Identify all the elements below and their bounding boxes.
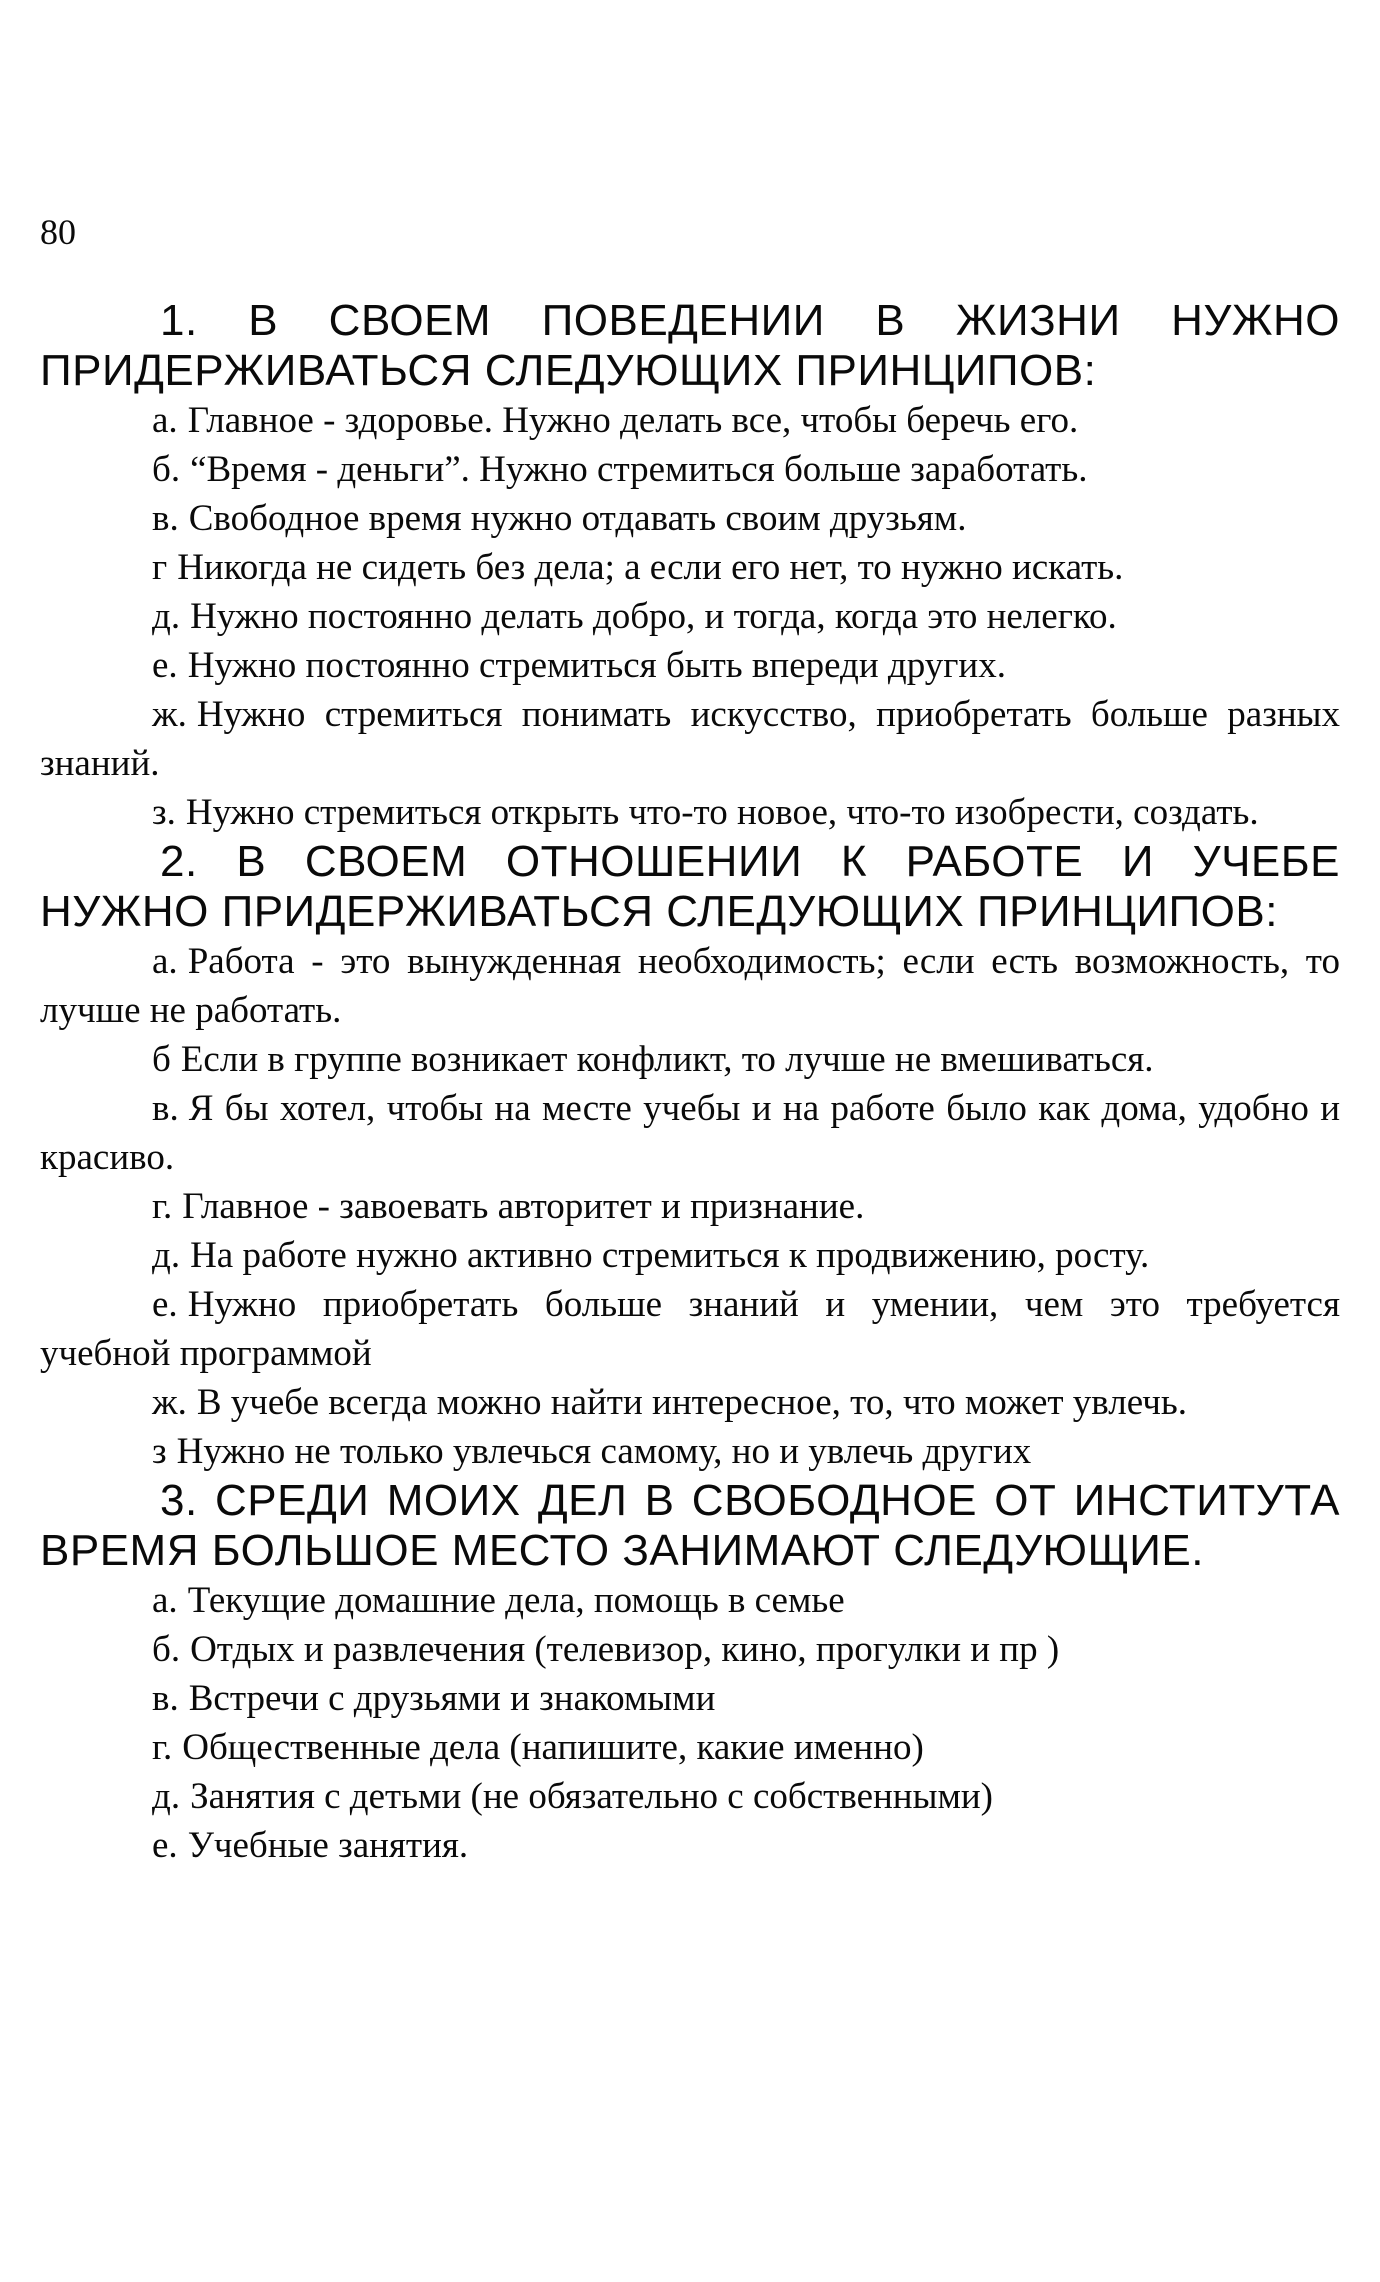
list-item: [40, 1427, 1340, 1476]
item-marker: д.: [152, 1235, 181, 1276]
item-text: Нужно стремиться понимать искусство, приобретать больше разных знаний.: [40, 694, 1340, 784]
list-item: [40, 1231, 1340, 1280]
item-marker: а.: [152, 1580, 178, 1621]
section: [40, 296, 1340, 837]
list-item: [40, 1576, 1340, 1625]
list-item: [40, 1280, 1340, 1378]
list-item: [40, 494, 1340, 543]
item-marker: з: [152, 1431, 167, 1472]
item-text: Занятия с детьми (не обязательно с собственными): [190, 1776, 993, 1817]
item-marker: е.: [152, 1284, 178, 1325]
list-item: [40, 1084, 1340, 1182]
item-text: Нужно постоянно стремиться быть впереди других.: [187, 645, 1006, 686]
item-marker: д.: [152, 596, 181, 637]
list-item: [40, 592, 1340, 641]
item-text: Нужно приобретать больше знаний и умении, чем это требуется учебной программой: [40, 1284, 1340, 1374]
item-text: На работе нужно активно стремиться к продвижению, росту.: [190, 1235, 1150, 1276]
item-marker: а.: [152, 400, 178, 441]
item-marker: а.: [152, 941, 178, 982]
list-item: [40, 1378, 1340, 1427]
section: [40, 1476, 1340, 1870]
item-text: “Время - деньги”. Нужно стремиться больше заработать.: [190, 449, 1088, 490]
item-text: Никогда не сидеть без дела; а если его нет, то нужно искать.: [177, 547, 1124, 588]
item-text: Главное - завоевать авторитет и признание.: [182, 1186, 865, 1227]
item-text: В учебе всегда можно найти интересное, то, что может увлечь.: [196, 1382, 1187, 1423]
list-item: [40, 1035, 1340, 1084]
section-heading: 3. СРЕДИ МОИХ ДЕЛ В СВОБОДНОЕ ОТ ИНСТИТУТА ВРЕМЯ БОЛЬШОЕ МЕСТО ЗАНИМАЮТ СЛЕДУЮЩИЕ.: [40, 1476, 1340, 1575]
item-text: Работа - это вынужденная необходимость; если есть возможность, то лучше не работать.: [40, 941, 1340, 1031]
item-marker: е.: [152, 1825, 178, 1866]
section-heading: 2. В СВОЕМ ОТНОШЕНИИ К РАБОТЕ И УЧЕБЕ НУЖНО ПРИДЕРЖИВАТЬСЯ СЛЕДУЮЩИХ ПРИНЦИПОВ:: [40, 837, 1340, 936]
item-text: Я бы хотел, чтобы на месте учебы и на работе было как дома, удобно и красиво.: [40, 1088, 1340, 1178]
item-text: Общественные дела (напишите, какие именно): [182, 1727, 924, 1768]
list-item: [40, 1772, 1340, 1821]
item-marker: б: [152, 1039, 171, 1080]
item-text: Нужно стремиться открыть что-то новое, что-то изобрести, создать.: [185, 792, 1259, 833]
page-number: 80: [40, 212, 76, 252]
item-marker: в.: [152, 1678, 179, 1719]
list-item: [40, 396, 1340, 445]
item-text: Свободное время нужно отдавать своим друзьям.: [188, 498, 967, 539]
item-marker: д.: [152, 1776, 181, 1817]
document-body: [40, 296, 1340, 1870]
list-item: [40, 445, 1340, 494]
item-marker: е.: [152, 645, 178, 686]
item-marker: г.: [152, 1186, 173, 1227]
item-marker: ж.: [152, 694, 187, 735]
item-text: Нужно не только увлечься самому, но и увлечь других: [176, 1431, 1032, 1472]
item-text: Нужно постоянно делать добро, и тогда, когда это нелегко.: [190, 596, 1117, 637]
list-item: [40, 788, 1340, 837]
list-item: [40, 1674, 1340, 1723]
item-text: Если в группе возникает конфликт, то лучше не вмешиваться.: [180, 1039, 1154, 1080]
item-text: Отдых и развлечения (телевизор, кино, прогулки и пр ): [190, 1629, 1060, 1670]
item-text: Встречи с друзьями и знакомыми: [188, 1678, 716, 1719]
list-item: [40, 1821, 1340, 1870]
section: [40, 837, 1340, 1476]
item-marker: г: [152, 547, 168, 588]
list-item: [40, 1182, 1340, 1231]
list-item: [40, 543, 1340, 592]
list-item: [40, 690, 1340, 788]
item-marker: г.: [152, 1727, 173, 1768]
list-item: [40, 1723, 1340, 1772]
item-marker: ж.: [152, 1382, 187, 1423]
list-item: [40, 641, 1340, 690]
section-heading: 1. В СВОЕМ ПОВЕДЕНИИ В ЖИЗНИ НУЖНО ПРИДЕРЖИВАТЬСЯ СЛЕДУЮЩИХ ПРИНЦИПОВ:: [40, 296, 1340, 395]
item-text: Текущие домашние дела, помощь в семье: [187, 1580, 845, 1621]
list-item: [40, 937, 1340, 1035]
item-marker: б.: [152, 1629, 181, 1670]
item-text: Главное - здоровье. Нужно делать все, чтобы беречь его.: [187, 400, 1079, 441]
list-item: [40, 1625, 1340, 1674]
item-marker: б.: [152, 449, 181, 490]
item-marker: з.: [152, 792, 176, 833]
item-marker: в.: [152, 498, 179, 539]
item-marker: в.: [152, 1088, 179, 1129]
item-text: Учебные занятия.: [187, 1825, 469, 1866]
